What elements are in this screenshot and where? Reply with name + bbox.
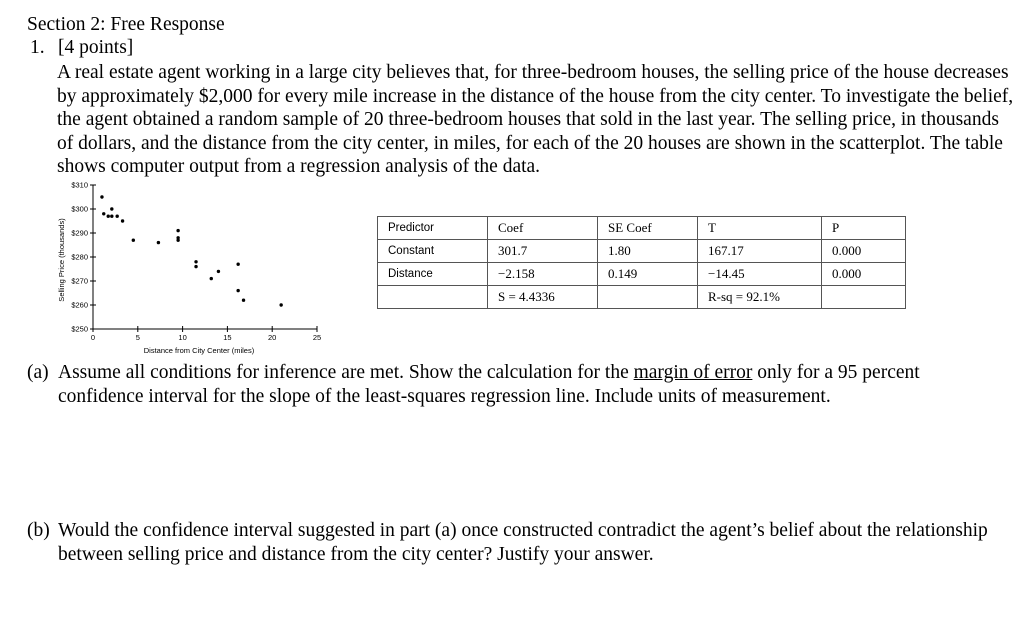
part-a-label: (a) [27, 362, 49, 383]
part-a-text-after: only for a 95 percent confidence interval for the slope of the least-squares regression line. Include units of measurement. [58, 362, 920, 407]
cell-empty [822, 286, 906, 309]
regression-output-table [377, 216, 906, 309]
data-point [115, 215, 118, 218]
scatterplot-svg [50, 175, 340, 360]
part-a-text-before: Assume all conditions for inference are met. Show the calculation for the [58, 362, 634, 383]
data-point [210, 277, 213, 280]
cell-r-sq: R-sq = 92.1% [698, 286, 822, 309]
data-point [157, 241, 160, 244]
header-coef: Coef [488, 217, 598, 240]
data-point [194, 265, 197, 268]
data-point [107, 215, 110, 218]
cell-predictor: Distance [378, 263, 488, 286]
y-axis-label: Selling Price (thousands) [57, 218, 66, 302]
data-point [100, 195, 103, 198]
header-p: P [822, 217, 906, 240]
y-tick-label: $270 [71, 276, 88, 286]
y-tick-label: $280 [71, 252, 88, 262]
part-b-label: (b) [27, 520, 50, 541]
data-point [121, 219, 124, 222]
cell-predictor: Constant [378, 240, 488, 263]
table-row [378, 240, 906, 263]
y-tick-label: $310 [71, 180, 88, 190]
data-point [176, 239, 179, 242]
header-t: T [698, 217, 822, 240]
cell-p: 0.000 [822, 263, 906, 286]
question-intro: A real estate agent working in a large city believes that, for three-bedroom houses, the selling price of the house decreases by approximately $2,000 for every mile increase in the distance of the house from the city center. To investigate the belief, the agent obtained a random sample of 20 three-bedroom houses that sold in the last year. The selling price, in thousands of dollars, and the distance from the city center, in miles, for each of the 20 houses are shown in the scatterplot. The table shows computer output from a regression analysis of the data. [57, 62, 1014, 177]
x-tick-label: 10 [178, 333, 187, 342]
cell-t: −14.45 [698, 263, 822, 286]
x-tick-label: 0 [90, 333, 96, 342]
cell-se-coef: 1.80 [598, 240, 698, 263]
data-point [279, 303, 282, 306]
data-point [217, 270, 220, 273]
x-tick-label: 15 [223, 333, 232, 342]
data-point [132, 239, 135, 242]
cell-coef: −2.158 [488, 263, 598, 286]
part-b [27, 519, 1017, 566]
y-tick-label: $250 [71, 324, 88, 334]
data-point [110, 215, 113, 218]
data-point [176, 229, 179, 232]
cell-t: 167.17 [698, 240, 822, 263]
scatterplot [50, 175, 340, 360]
x-tick-label: 25 [312, 333, 322, 342]
x-tick-label: 20 [268, 333, 277, 342]
part-a-text [58, 361, 1008, 408]
y-tick-label: $290 [71, 228, 88, 238]
cell-p: 0.000 [822, 240, 906, 263]
data-point [110, 207, 113, 210]
part-a [27, 361, 1017, 408]
data-point [242, 299, 245, 302]
cell-coef: 301.7 [488, 240, 598, 263]
cell-empty [598, 286, 698, 309]
table-header-row [378, 217, 906, 240]
x-tick-label: 5 [135, 333, 140, 342]
question-points: [4 points] [58, 37, 134, 58]
header-se-coef: SE Coef [598, 217, 698, 240]
table-row [378, 286, 906, 309]
data-point [194, 260, 197, 263]
question-number: 1. [30, 37, 45, 58]
y-tick-label: $260 [71, 300, 88, 310]
data-point [236, 263, 239, 266]
data-point [236, 289, 239, 292]
cell-s-value: S = 4.4336 [488, 286, 598, 309]
section-title: Section 2: Free Response [27, 14, 225, 35]
data-point [102, 212, 105, 215]
table-row [378, 263, 906, 286]
cell-empty [378, 286, 488, 309]
header-predictor: Predictor [378, 217, 488, 240]
cell-se-coef: 0.149 [598, 263, 698, 286]
x-axis-label: Distance from City Center (miles) [143, 346, 255, 355]
part-b-text: Would the confidence interval suggested in part (a) once constructed contradict the agent’s belief about the relationship between selling price and distance from the city center? Justify your answer. [58, 520, 988, 565]
y-tick-label: $300 [71, 204, 88, 214]
part-a-underlined: margin of error [633, 362, 753, 383]
